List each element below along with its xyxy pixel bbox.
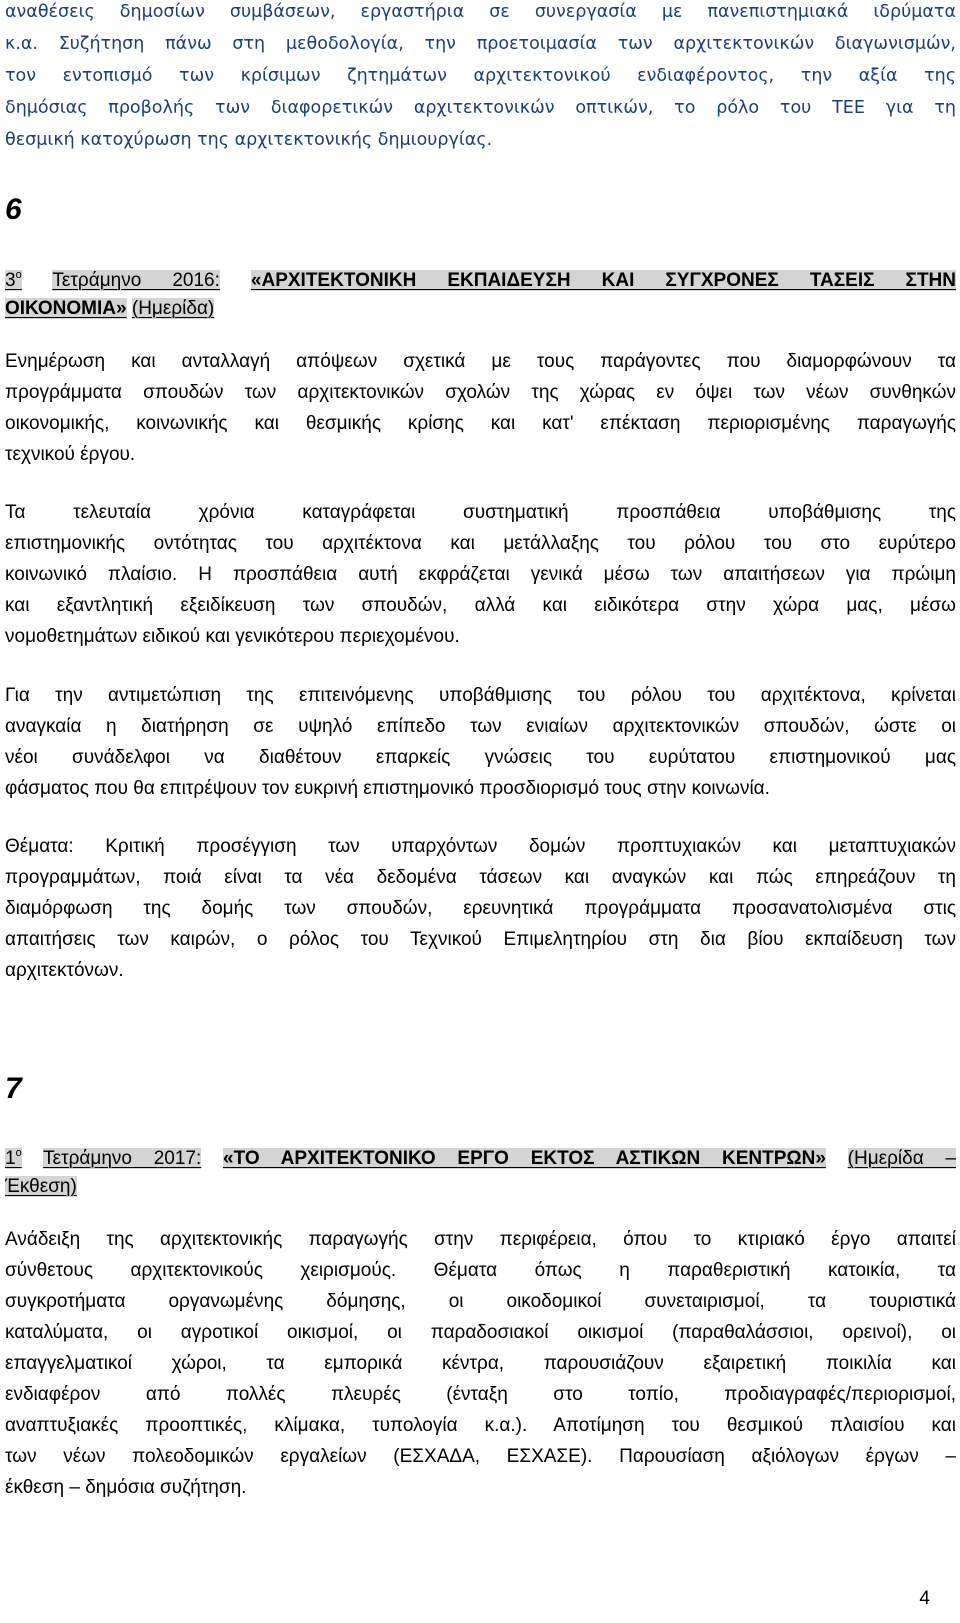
paragraph (5, 831, 956, 986)
heading-line-2 (5, 292, 956, 325)
text-line: επαγγελματικοί χώροι, τα εμπορικά κέντρα, παρουσιάζουν εξαιρετική ποικιλία και (5, 1353, 956, 1374)
text-line: διαμόρφωση της δομής των σπουδών, ερευνητικά προγράμματα προσανατολισμένα στις (5, 898, 956, 919)
text-line: Για την αντιμετώπιση της επιτεινόμενης υποβάθμισης του ρόλου του αρχιτέκτονα, κρίνεται (5, 685, 956, 706)
heading-ordinal: $3^o$ (5, 269, 22, 291)
text-line: τον εντοπισμό των κρίσιμων ζητημάτων αρχιτεκτονικού ενδιαφέροντος, την αξία της (5, 66, 956, 86)
text-line: Θέματα: Κριτική προσέγγιση των υπαρχόντων δομών προπτυχιακών και μεταπτυχιακών (5, 836, 956, 857)
text-line: συγκροτήματα οργανωμένης δόμησης, οι οικοδομικοί συνεταιρισμοί, τα τουριστικά (5, 1291, 956, 1312)
heading-period: Τετράμηνο 2016: (52, 270, 220, 291)
text-line: προγράμματα σπουδών των αρχιτεκτονικών σχολών της χώρας εν όψει των νέων συνθηκών (5, 382, 956, 403)
heading-line-2 (5, 1170, 956, 1203)
paragraph (5, 1224, 956, 1503)
heading-event-type-cont: Έκθεση) (5, 1176, 77, 1197)
page-number: 4 (919, 1588, 930, 1609)
text-line: αναπτυξιακές προοπτικές, κλίμακα, τυπολογία κ.α.). Αποτίμηση του θεσμικού πλαισίου και (5, 1415, 956, 1436)
paragraph (5, 497, 956, 652)
heading-line-1 (5, 259, 956, 292)
text-line: των νέων πολεοδομικών εργαλείων (ΕΣΧΑΔΑ, ΕΣΧΑΣΕ). Παρουσίαση αξιόλογων έργων – (5, 1446, 956, 1467)
heading-line-1 (5, 1137, 956, 1170)
text-line: και εξαντλητική εξειδίκευση των σπουδών, αλλά και ειδικότερα στην χώρα μας, μέσω (5, 595, 956, 616)
section-number-6: 6 (5, 193, 22, 226)
text-line: κ.α. Συζήτηση πάνω στη μεθοδολογία, την προετοιμασία των αρχιτεκτονικών διαγωνισμών, (5, 34, 956, 54)
text-line: τεχνικού έργου. (5, 444, 136, 465)
text-line: οικονομικής, κοινωνικής και θεσμικής κρίσης και κατ' επέκταση περιορισμένης παραγωγής (5, 413, 956, 434)
section-7-heading (5, 1137, 956, 1203)
text-line: Ενημέρωση και ανταλλαγή απόψεων σχετικά με τους παράγοντες που διαμορφώνουν τα (5, 351, 956, 372)
heading-event-type: (Ημερίδα) (131, 298, 215, 319)
text-line: νέοι συνάδελφοι να διαθέτουν επαρκείς γνώσεις του ευρύτατου επιστημονικού μας (5, 747, 956, 768)
text-line: δημόσιας προβολής των διαφορετικών αρχιτεκτονικών οπτικών, το ρόλο του ΤΕΕ για τη (5, 98, 956, 118)
text-line: απαιτήσεις των καιρών, ο ρόλος του Τεχνικού Επιμελητηρίου στη δια βίου εκπαίδευση των (5, 929, 956, 950)
text-line: προγραμμάτων, ποιά είναι τα νέα δεδομένα τάσεων και αναγκών και πώς επηρεάζουν τη (5, 867, 956, 888)
text-line: έκθεση – δημόσια συζήτηση. (5, 1477, 247, 1498)
text-line: φάσματος που θα επιτρέψουν τον ευκρινή επιστημονικό προσδιορισμό τους στην κοινωνία. (5, 778, 770, 799)
section-number-7: 7 (5, 1072, 22, 1105)
heading-title-cont: ΟΙΚΟΝΟΜΙΑ» (5, 298, 127, 319)
heading-ordinal: $1^o$ (5, 1147, 22, 1169)
section-6-heading (5, 259, 956, 325)
text-line: επιστημονικής οντότητας του αρχιτέκτονα και μετάλλαξης του ρόλου του στο ευρύτερο (5, 533, 956, 554)
heading-event-type: (Ημερίδα – (847, 1148, 957, 1169)
text-line: κοινωνικό πλαίσιο. Η προσπάθεια αυτή εκφράζεται γενικά μέσω των απαιτήσεων για πρώιμη (5, 564, 956, 585)
text-line: αναγκαία η διατήρηση σε υψηλό επίπεδο των ενιαίων αρχιτεκτονικών σπουδών, ώστε οι (5, 716, 956, 737)
text-line: θεσμική κατοχύρωση της αρχιτεκτονικής δημιουργίας. (5, 130, 493, 150)
text-line: αρχιτεκτόνων. (5, 960, 124, 981)
text-line: σύνθετους αρχιτεκτονικούς χειρισμούς. Θέματα όπως η παραθεριστική κατοικία, τα (5, 1260, 956, 1281)
heading-title: «ΑΡΧΙΤΕΚΤΟΝΙΚΗ ΕΚΠΑΙΔΕΥΣΗ ΚΑΙ ΣΥΓΧΡΟΝΕΣ ΤΑΣΕΙΣ ΣΤΗΝ (250, 270, 956, 291)
text-line: Τα τελευταία χρόνια καταγράφεται συστηματική προσπάθεια υποβάθμισης της (5, 502, 956, 523)
paragraph (5, 346, 956, 470)
text-line: Ανάδειξη της αρχιτεκτονικής παραγωγής στην περιφέρεια, όπου το κτιριακό έργο απαιτεί (5, 1229, 956, 1250)
text-line: αναθέσεις δημοσίων συμβάσεων, εργαστήρια σε συνεργασία με πανεπιστημιακά ιδρύματα (5, 2, 956, 22)
text-line: ενδιαφέρον από πολλές πλευρές (ένταξη στο τοπίο, προδιαγραφές/περιορισμοί, (5, 1384, 956, 1405)
text-line: καταλύματα, οι αγροτικοί οικισμοί, οι παραδοσιακοί οικισμοί (παραθαλάσσιοι, ορεινοί), οι (5, 1322, 956, 1343)
text-line: νομοθετημάτων ειδικού και γενικότερου περιεχομένου. (5, 626, 460, 647)
paragraph (5, 680, 956, 804)
heading-title: «ΤΟ ΑΡΧΙΤΕΚΤΟΝΙΚΟ ΕΡΓΟ ΕΚΤΟΣ ΑΣΤΙΚΩΝ ΚΕΝΤΡΩΝ» (223, 1148, 826, 1169)
intro-paragraph (5, 0, 956, 156)
heading-period: Τετράμηνο 2017: (43, 1148, 202, 1169)
